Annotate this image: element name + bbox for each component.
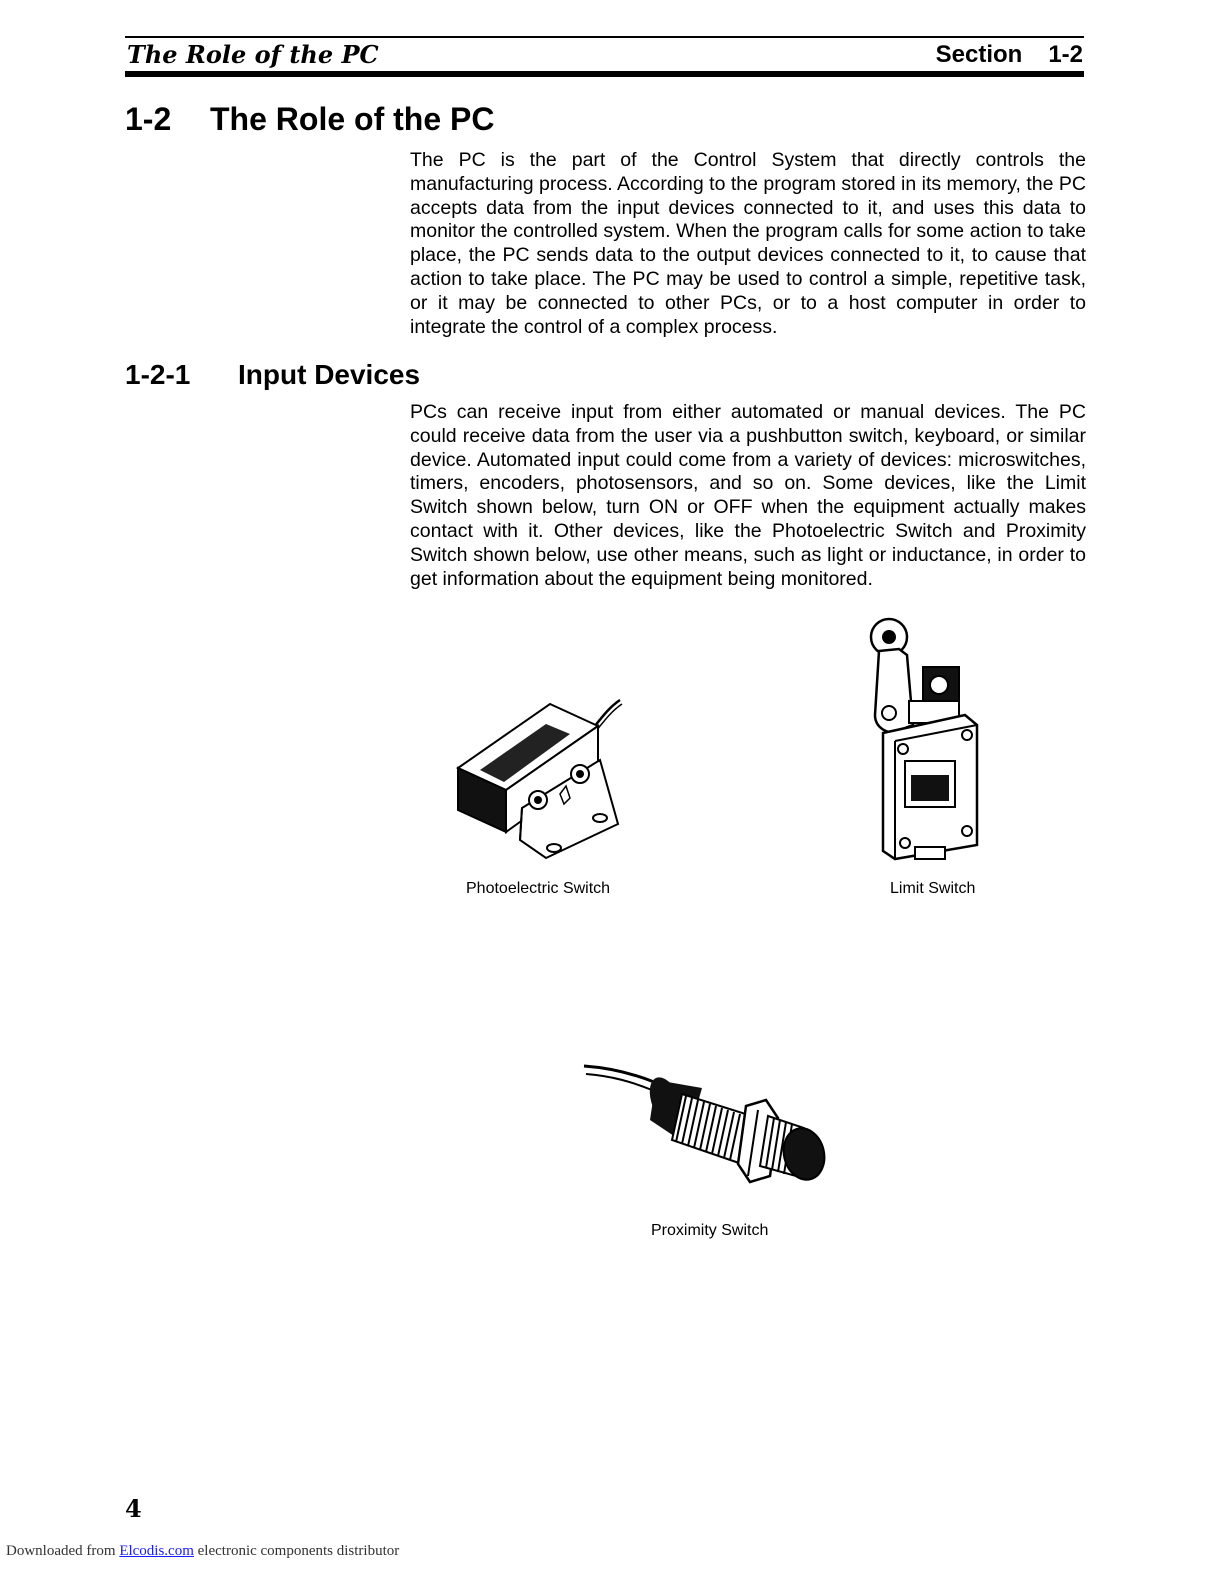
section-heading bbox=[125, 100, 494, 138]
header-rule-top bbox=[125, 36, 1084, 38]
footer-suffix: electronic components distributor bbox=[197, 1543, 400, 1559]
proximity-switch-illustration bbox=[582, 1058, 832, 1188]
footer-link[interactable]: Elcodis.com bbox=[119, 1543, 194, 1559]
limit-switch-caption: Limit Switch bbox=[890, 880, 976, 897]
photoelectric-switch-illustration bbox=[450, 690, 630, 865]
limit-switch-illustration bbox=[865, 615, 985, 865]
section-paragraph: The PC is the part of the Control System that directly controls the manufacturing process. According to the program stored in its memory, the PC accepts data from the input devices connected to it, and uses this data to monitor the controlled system. When the program calls for some action to take place, the PC sends data to the output devices connected to it, to cause that action to take place. The PC may be used to control a simple, repetitive task, or it may be connected to other PCs, or to a host computer in order to integrate the control of a complex process. bbox=[410, 149, 1086, 338]
page-number: 4 bbox=[125, 1494, 142, 1523]
proximity-switch-caption: Proximity Switch bbox=[651, 1222, 769, 1239]
section-title: The Role of the PC bbox=[210, 101, 495, 137]
subsection-heading bbox=[125, 358, 420, 392]
subsection-title: Input Devices bbox=[238, 359, 421, 390]
download-footer bbox=[6, 1542, 399, 1560]
subsection-number: 1-2-1 bbox=[125, 359, 191, 390]
footer-prefix: Downloaded from bbox=[6, 1543, 116, 1559]
running-title: The Role of the PC bbox=[127, 40, 379, 69]
section-number: 1-2 bbox=[125, 101, 172, 137]
running-section-label: Section bbox=[935, 41, 1023, 68]
header-rule-bottom bbox=[125, 71, 1084, 77]
running-section bbox=[936, 40, 1083, 70]
photoelectric-switch-caption: Photoelectric Switch bbox=[466, 880, 611, 897]
subsection-paragraph: PCs can receive input from either automated or manual devices. The PC could receive data from the user via a pushbutton switch, keyboard, or similar device. Automated input could come from a variety of devices: microswitches, timers, encoders, photosensors, and so on. Some devices, like the Limit Switch shown below, turn ON or OFF when the equipment actually makes contact with it. Other devices, like the Photoelectric Switch and Proximity Switch shown below, use other means, such as light or inductance, in order to get information about the equipment being monitored. bbox=[410, 401, 1086, 590]
running-section-number: 1-2 bbox=[1048, 41, 1083, 68]
